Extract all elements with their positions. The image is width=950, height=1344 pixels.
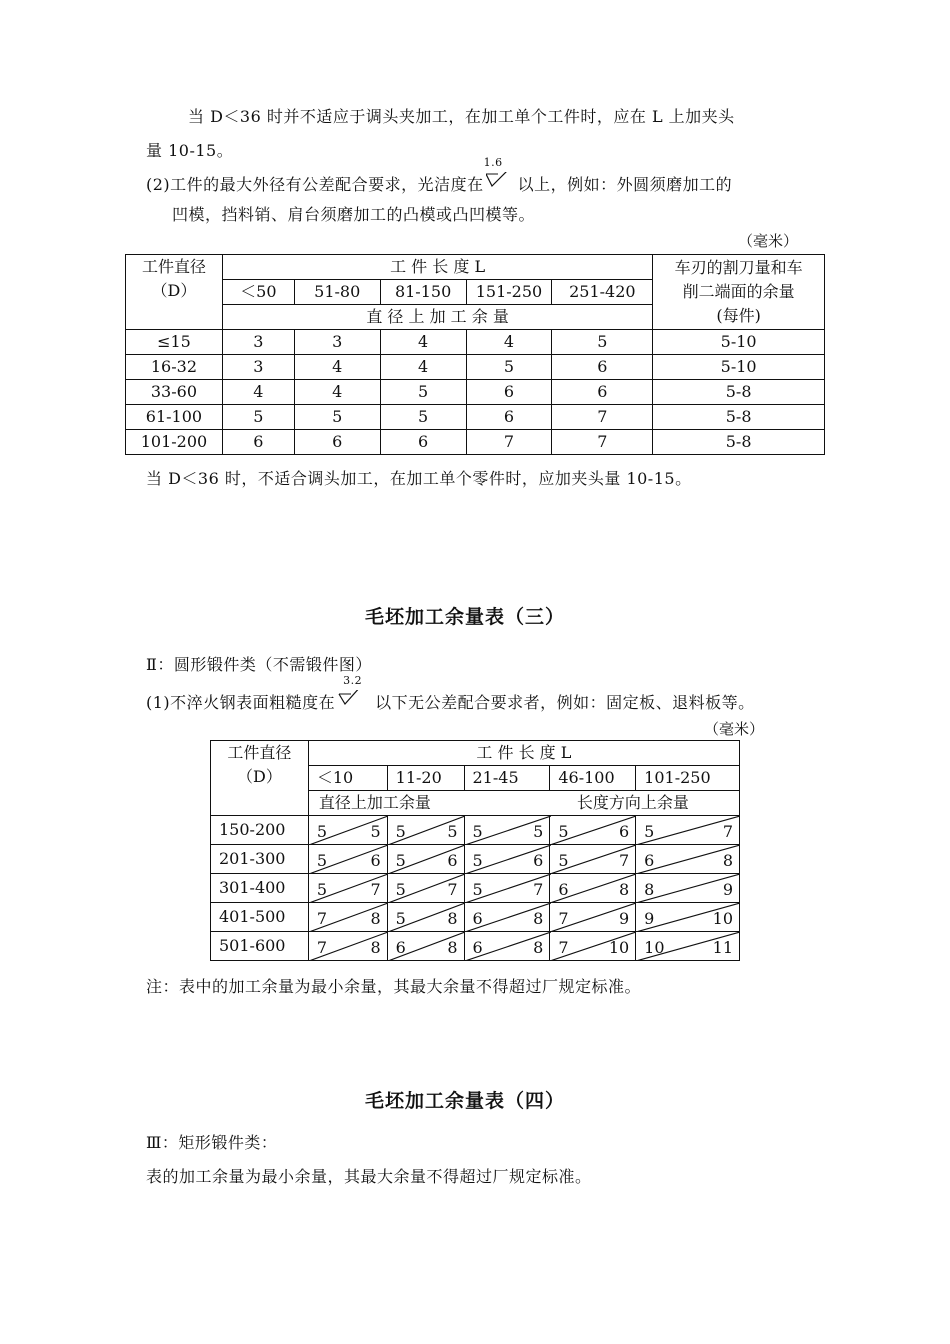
header-length: 工 件 长 度 L [308,741,739,766]
diameter-range: 33-60 [126,380,223,405]
split-allowance-cell [636,874,740,903]
allowance-value: 7 [552,405,653,430]
length-allowance-value: 8 [447,938,458,957]
length-allowance-value: 5 [533,822,544,841]
length-allowance-value: 6 [370,851,381,870]
diameter-allowance-value: 7 [558,909,569,928]
table-row [211,874,740,903]
split-allowance-cell [636,932,740,961]
length-allowance-value: 6 [533,851,544,870]
diameter-allowance-value: 6 [472,909,483,928]
section-subtitle: Ⅲ：矩形锻件类： [146,1133,278,1152]
split-allowance-cell [636,816,740,845]
split-allowance-cell [387,932,464,961]
surface-finish-value: 3.2 [343,674,363,687]
diameter-allowance-value: 5 [558,822,569,841]
length-allowance-value: 11 [712,938,733,957]
length-allowance-value: 7 [447,880,458,899]
length-allowance-value: 8 [447,909,458,928]
split-allowance-cell [550,816,636,845]
length-allowance-value: 9 [618,909,630,928]
diameter-allowance-value: 5 [395,822,406,841]
diameter-allowance-value: 9 [644,909,655,928]
allowance-value: 4 [380,330,466,355]
diameter-range: ≤15 [126,330,223,355]
cutoff-allowance: 5-8 [653,405,825,430]
header-length: 工 件 长 度 L [222,255,652,280]
split-allowance-cell [550,903,636,932]
allowance-value: 5 [466,355,552,380]
section-title: 毛坯加工余量表（三） [365,606,566,628]
section-subtitle: Ⅱ：圆形锻件类（不需锻件图） [146,655,372,674]
length-allowance-value: 5 [370,822,381,841]
diameter-allowance-value: 7 [558,938,569,957]
section-title: 毛坯加工余量表（四） [365,1090,566,1112]
header-diameter: 工件直径 （D） [126,255,223,330]
split-allowance-cell [308,816,387,845]
diameter-allowance-value: 5 [395,909,406,928]
paragraph-line: 量 10-15。 [146,141,234,160]
allowance-table-3 [210,740,740,961]
diameter-range: 16-32 [126,355,223,380]
split-allowance-cell [387,874,464,903]
diameter-range: 150-200 [211,816,309,845]
length-range: 151-250 [466,280,552,305]
allowance-value: 4 [294,380,380,405]
diameter-allowance-value: 6 [644,851,655,870]
diameter-range: 301-400 [211,874,309,903]
diameter-allowance-value: 5 [316,822,327,841]
diameter-allowance-value: 5 [472,851,483,870]
length-allowance-value: 5 [447,822,458,841]
split-allowance-cell [387,845,464,874]
split-allowance-cell [464,874,550,903]
split-allowance-cell [387,903,464,932]
paragraph-text: (2)工件的最大外径有公差配合要求，光洁度在 [146,175,484,194]
paragraph-text: 以下无公差配合要求者，例如：固定板、退料板等。 [375,693,755,712]
cutoff-allowance: 5-10 [653,330,825,355]
diameter-allowance-value: 5 [316,880,327,899]
cutoff-allowance: 5-8 [653,430,825,455]
table-row [211,932,740,961]
split-allowance-cell [550,874,636,903]
allowance-value: 7 [552,430,653,455]
allowance-value: 5 [380,380,466,405]
length-range: ＜50 [222,280,294,305]
split-allowance-cell [308,903,387,932]
allowance-value: 4 [466,330,552,355]
paragraph-line: 表的加工余量为最小余量，其最大余量不得超过厂规定标准。 [146,1167,592,1186]
diameter-allowance-value: 5 [316,851,327,870]
allowance-value: 4 [294,355,380,380]
diameter-range: 501-600 [211,932,309,961]
diameter-allowance-value: 5 [472,822,483,841]
table-row [126,430,825,455]
diameter-allowance-value: 8 [644,880,655,899]
length-allowance-value: 10 [712,909,733,928]
length-allowance-value: 8 [722,851,733,870]
header-cutoff-allowance: 车刃的割刀量和车 削二端面的余量 (每件) [653,255,825,330]
table-row [126,380,825,405]
table-row [126,355,825,380]
paragraph-text: (1)不淬火钢表面粗糙度在 [146,693,336,712]
paragraph-line: 当 D＜36 时并不适应于调头夹加工，在加工单个工件时，应在 L 上加夹头 [188,107,735,126]
allowance-value: 6 [466,380,552,405]
diameter-range: 201-300 [211,845,309,874]
length-allowance-value: 8 [370,938,381,957]
length-allowance-value: 7 [370,880,381,899]
allowance-value: 6 [380,430,466,455]
length-range: 101-250 [636,766,740,791]
header-diameter-allowance: 直径上加工余量 [318,793,431,812]
diameter-allowance-value: 7 [316,938,327,957]
diameter-range: 61-100 [126,405,223,430]
length-allowance-value: 8 [618,880,630,899]
split-allowance-cell [464,903,550,932]
length-range: 81-150 [380,280,466,305]
allowance-value: 3 [222,355,294,380]
length-range: 11-20 [387,766,464,791]
length-range: ＜10 [308,766,387,791]
split-allowance-cell [308,845,387,874]
length-allowance-value: 6 [447,851,458,870]
table-row [211,903,740,932]
diameter-allowance-value: 6 [472,938,483,957]
split-allowance-cell [464,845,550,874]
length-allowance-value: 7 [722,822,733,841]
allowance-value: 6 [466,405,552,430]
unit-label: （毫米） [738,232,799,250]
allowance-value: 5 [222,405,294,430]
diameter-allowance-value: 5 [395,880,406,899]
split-allowance-cell [550,845,636,874]
header-allowance-split [308,791,739,816]
paragraph-text: 以上，例如：外圆须磨加工的 [517,175,733,194]
cutoff-allowance: 5-10 [653,355,825,380]
allowance-value: 3 [294,330,380,355]
diameter-allowance-value: 5 [644,822,655,841]
diameter-allowance-value: 10 [644,938,665,957]
split-allowance-cell [387,816,464,845]
paragraph-line: 凹模，挡料销、肩台须磨加工的凸模或凸凹模等。 [172,205,536,224]
allowance-table-2 [125,254,825,455]
allowance-value: 6 [552,355,653,380]
diameter-allowance-value: 5 [395,851,406,870]
diameter-allowance-value: 6 [558,880,569,899]
allowance-value: 4 [380,355,466,380]
length-range: 251-420 [552,280,653,305]
allowance-value: 3 [222,330,294,355]
length-allowance-value: 8 [533,938,544,957]
length-allowance-value: 10 [608,938,630,957]
split-allowance-cell [636,903,740,932]
diameter-allowance-value: 5 [558,851,569,870]
table-row [211,845,740,874]
allowance-value: 5 [552,330,653,355]
split-allowance-cell [464,932,550,961]
diameter-range: 401-500 [211,903,309,932]
table-row [211,816,740,845]
split-allowance-cell [550,932,636,961]
surface-finish-symbol [483,156,518,190]
table-note: 注：表中的加工余量为最小余量，其最大余量不得超过厂规定标准。 [146,977,642,996]
allowance-value: 5 [294,405,380,430]
allowance-value: 6 [294,430,380,455]
cutoff-allowance: 5-8 [653,380,825,405]
diameter-allowance-value: 7 [316,909,327,928]
diameter-allowance-value: 6 [395,938,406,957]
header-length-allowance: 长度方向上余量 [576,793,689,812]
paragraph-line [146,156,733,195]
surface-finish-value: 1.6 [483,156,503,169]
allowance-value: 5 [380,405,466,430]
table-row [126,405,825,430]
length-range: 51-80 [294,280,380,305]
length-allowance-value: 7 [533,880,544,899]
table-note: 当 D＜36 时，不适合调头加工，在加工单个零件时，应加夹头量 10-15。 [146,469,692,488]
length-range: 46-100 [550,766,636,791]
length-allowance-value: 7 [618,851,630,870]
split-allowance-cell [636,845,740,874]
allowance-value: 4 [222,380,294,405]
length-allowance-value: 9 [722,880,733,899]
header-diameter-allowance: 直 径 上 加 工 余 量 [222,305,652,330]
split-allowance-cell [308,932,387,961]
surface-finish-symbol [335,674,375,708]
length-allowance-value: 8 [533,909,544,928]
split-allowance-cell [308,874,387,903]
split-allowance-cell [464,816,550,845]
diameter-range: 101-200 [126,430,223,455]
paragraph-line [146,674,755,713]
length-allowance-value: 8 [370,909,381,928]
unit-label: （毫米） [704,720,765,738]
allowance-value: 6 [552,380,653,405]
allowance-value: 6 [222,430,294,455]
diameter-allowance-value: 5 [472,880,483,899]
table-row [126,330,825,355]
length-range: 21-45 [464,766,550,791]
length-allowance-value: 6 [618,822,630,841]
header-diameter: 工件直径 （D） [211,741,309,816]
allowance-value: 7 [466,430,552,455]
